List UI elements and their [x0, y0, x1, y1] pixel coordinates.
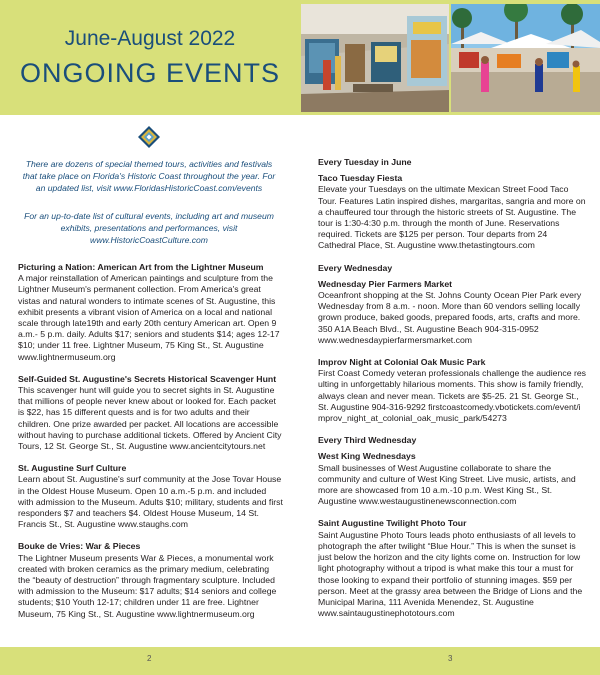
event-entry: [318, 451, 586, 507]
event-entry: [318, 357, 586, 424]
page-number-right: 3: [448, 654, 453, 663]
museum-interior-photo: [301, 4, 449, 112]
date-range: June-August 2022: [64, 27, 236, 50]
intro-culture-note: For an up-to-date list of cultural events, including art and museum exhibits, presentations and performances, visit www.HistoricCoastCulture.com: [24, 211, 274, 245]
event-title: Taco Tuesday Fiesta: [318, 173, 403, 184]
header-text: [0, 0, 300, 115]
event-entry: [18, 262, 283, 363]
event-description: This scavenger hunt will guide you to secret sights in St. Augustine that millions of people never knew about or looked for. Each packet is $22, has 15 different quests and is for two adults and their children. One prize awarded per packet. All locations are accessible without having to purchase additional tickets. Offered by Ancient City Tours, 12 St. George St., St. Augustine www.ancientcitytours.net: [18, 385, 282, 452]
market-photo: [451, 4, 600, 112]
intro-events-note: There are dozens of special themed tours, activities and festivals that take place on Florida's Historic Coast throughout the year. For an updated list, visit www.FloridasHistoricCoast.com/events: [22, 159, 276, 193]
header-band: [0, 0, 600, 115]
schedule-heading: Every Wednesday: [318, 262, 393, 273]
left-column: [18, 262, 283, 631]
event-title: Bouke de Vries: War & Pieces: [18, 541, 141, 552]
event-description: Learn about St. Augustine's surf community at the Jose Tovar House in the Oldest House Museum. Open 10 a.m.-5 p.m. and included with admission to the Museum. Adults $10; military, students and first responders $7 and teachers $4. Oldest House Museum, 14 St. Francis St., St. Augustine www.staughs.com: [18, 474, 283, 530]
event-title: Picturing a Nation: American Art from the Lightner Museum: [18, 262, 264, 272]
event-description: The Lightner Museum presents War & Pieces, a monumental work created with broken ceramics as the primary medium, celebrating the “beauty of destruction” through fragmentary sculpture. Included with admission to the Museum: $17 adults; $14 seniors and college students; $10 Youth 12-17; children under 11 are free. Lightner Museum, 75 King St., St. Augustine www.lightnermuseum.org: [18, 552, 277, 619]
event-title: Wednesday Pier Farmers Market: [318, 278, 453, 289]
schedule-heading: Every Tuesday in June: [318, 157, 412, 167]
page-title: ONGOING EVENTS: [19, 58, 281, 88]
event-title: West King Wednesdays: [318, 451, 416, 462]
event-title: Self-Guided St. Augustine's Secrets Historical Scavenger Hunt: [18, 373, 277, 384]
event-title: St. Augustine Surf Culture: [18, 463, 127, 474]
event-description: Saint Augustine Photo Tours leads photo enthusiasts of all levels to photograph the after twilight “Blue Hour.” This is when the sunset is just below the horizon and the city lights come on. Instruction for low light photography without a tripod is what make this tour a must for those looking to expand their portfolio of stunning images. $59 per person. Meet at the grassy area between the Bridge of Lions and the Municipal Marina, 111 Avenida Menendez, St. Augustine www.saintaugustinephototours.com: [318, 529, 583, 619]
event-entry: [18, 374, 283, 452]
event-entry: [318, 518, 586, 619]
event-title: Saint Augustine Twilight Photo Tour: [318, 518, 467, 529]
schedule-heading: Every Third Wednesday: [318, 435, 417, 446]
footer-band: [0, 647, 600, 675]
event-description: First Coast Comedy veteran professionals challenge the audience resulting in unforgettably hilarious moments. This show is family friendly, always clean and never mean. Tickets are $5-25. 21 St. George St., St. Augustine 904-316-9292 firstcoastcomedy.vbotickets.com/event/improv_night_at_colonial_oak_music_park/54273: [318, 368, 587, 424]
event-title: Improv Night at Colonial Oak Music Park: [318, 357, 486, 368]
event-description: A major reinstallation of American paintings and sculpture from the Lightner Museum's permanent collection. From America's great vistas and natural wonders to intimate scenes of St. Augustine, this exhibit presents a vibrant vision of America on a local and national scale through late19th and early 20th century American art. Open 9 a.m.- 5 p.m. daily. Adults $17; seniors and students $14; ages 12-17 $10; under 11 free. Lightner Museum, 75 King St., St. Augustine www.lightnermuseum.org: [18, 273, 280, 362]
event-description: Small businesses of West Augustine collaborate to share the community and culture of West King Street. Live music, artists, and more are showcased from 10 a.m.-10 p.m. West King St., St. Augustine www.westaugustinenewsconnection.com: [318, 462, 576, 507]
page-number-left: 2: [147, 654, 152, 663]
event-entry: [318, 173, 586, 251]
event-entry: [318, 279, 586, 346]
event-entry: [18, 541, 283, 619]
event-entry: [18, 463, 283, 530]
decorative-diamond-icon: [138, 126, 160, 148]
right-column: [318, 157, 586, 630]
event-description: Elevate your Tuesdays on the ultimate Mexican Street Food Taco Tour. Features Latin inspired dishes, margaritas, sangria and more on a chauffeured tour through the historic streets of St. Augustine. The tour is 1:30-4:30 p.m. through the month of June. Reservations required. Tickets are $125 per person. Tour departs from 24 Cathedral Place, St. Augustine www.thetastingtours.com: [318, 184, 586, 251]
event-description: Oceanfront shopping at the St. Johns County Ocean Pier Park every Wednesday from 8 a.m. - noon. More than 60 vendors selling locally grown produce, baked goods, prepared foods, arts, crafts and more. 350 A1A Beach Blvd., St. Augustine Beach 904-315-0952 www.wednesdaypierfarmersmarket.com: [318, 290, 582, 345]
